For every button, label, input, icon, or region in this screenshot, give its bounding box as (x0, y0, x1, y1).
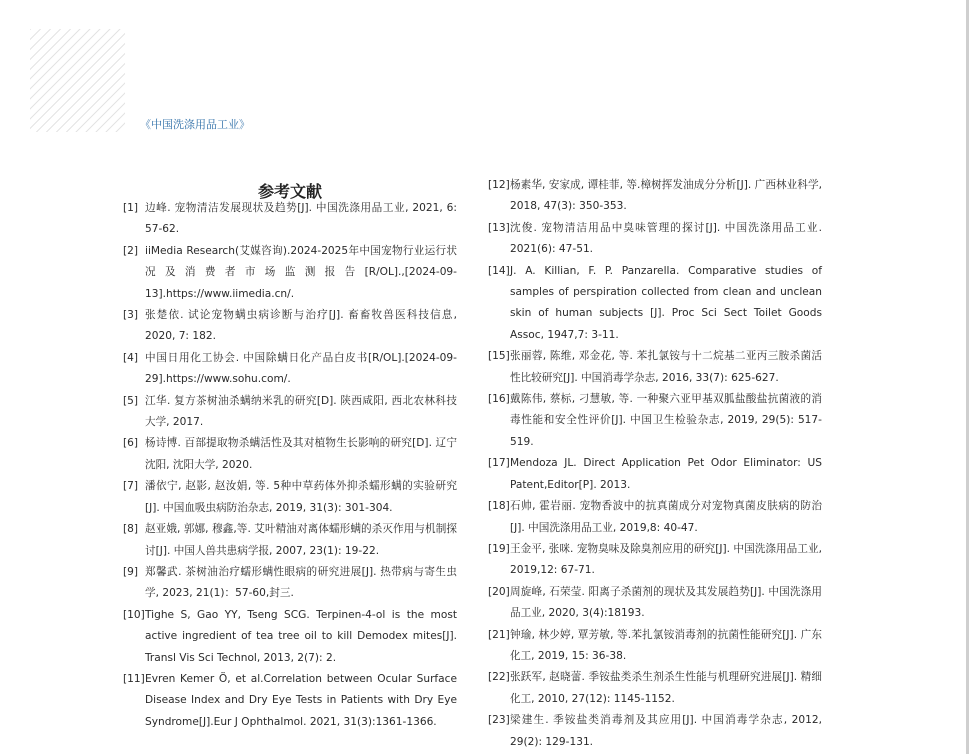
references-heading: 参考文献 (258, 182, 323, 201)
reference-text: Evren Kemer Ö, et al.Correlation between Ocular Surface Disease Index and Dry Eye Tests in Patients with Dry Eye Syndrome[J].Eur J Ophthalmol. 2021, 31(3):1361-1366. (145, 672, 457, 728)
reference-number: [2] (123, 244, 139, 257)
reference-number: [11] (123, 672, 145, 685)
reference-text: 张丽蓉, 陈维, 邓金花, 等. 苯扎氯铵与十二烷基二亚丙三胺杀菌活性比较研究[J]. 中国消毒学杂志, 2016, 33(7): 625-627. (510, 350, 822, 384)
reference-item (123, 198, 457, 241)
reference-number: [8] (123, 523, 139, 536)
references-left-column (123, 198, 457, 733)
reference-item (123, 476, 457, 519)
reference-text: 梁建生. 季铵盐类消毒剂及其应用[J]. 中国消毒学杂志, 2012, 29(2): 129-131. (510, 714, 822, 748)
references-right-column (488, 175, 822, 753)
reference-item (488, 218, 822, 261)
reference-number: [22] (488, 671, 510, 684)
reference-text: 沈俊. 宠物清洁用品中臭味管理的探讨[J]. 中国洗涤用品工业. 2021(6): 47-51. (510, 221, 822, 256)
reference-number: [16] (488, 393, 510, 406)
reference-text: 石帅, 霍岩丽. 宠物香波中的抗真菌成分对宠物真菌皮肤病的防治[J]. 中国洗涤用品工业, 2019,8: 40-47. (510, 500, 822, 534)
reference-text: iiMedia Research(艾媒咨询).2024-2025年中国宠物行业运行状况及消费者市场监测报告[R/OL].,[2024-09-13].https://www.iimedia.cn/. (145, 244, 457, 300)
reference-item (488, 625, 822, 668)
reference-text: 戴陈伟, 蔡标, 刁慧敏, 等. 一种聚六亚甲基双胍盐酸盐抗菌液的消毒性能和安全性评价[J]. 中国卫生检验杂志, 2019, 29(5): 517-519. (510, 393, 822, 448)
reference-number: [13] (488, 221, 510, 234)
reference-text: 杨素华, 安家成, 谭桂菲, 等.樟树挥发油成分分析[J]. 广西林业科学, 2018, 47(3): 350-353. (510, 179, 822, 213)
reference-item (488, 539, 822, 582)
reference-number: [6] (123, 437, 139, 450)
reference-text: 中国日用化工协会. 中国除螨日化产品白皮书[R/OL].[2024-09-29].https://www.sohu.com/. (145, 351, 457, 386)
reference-number: [4] (123, 351, 139, 364)
reference-item (123, 241, 457, 305)
reference-item (488, 389, 822, 453)
journal-name: 《中国洗涤用品工业》 (140, 118, 250, 131)
reference-number: [20] (488, 585, 510, 598)
reference-text: 张跃军, 赵晓蕾. 季铵盐类杀生剂杀生性能与机理研究进展[J]. 精细化工, 2010, 27(12): 1145-1152. (510, 671, 822, 705)
reference-number: [12] (488, 179, 510, 191)
reference-number: [21] (488, 628, 510, 641)
hatch-decoration (30, 29, 125, 132)
reference-item (123, 305, 457, 348)
reference-item (123, 519, 457, 562)
reference-item (488, 261, 822, 347)
reference-number: [17] (488, 457, 510, 470)
reference-item (488, 175, 822, 218)
reference-item (488, 453, 822, 496)
reference-text: Mendoza JL. Direct Application Pet Odor Eliminator: US Patent,Editor[P]. 2013. (510, 457, 822, 491)
reference-text: 赵亚娥, 郭娜, 穆鑫,等. 艾叶精油对离体蠕形螨的杀灭作用与机制探讨[J]. 中国人兽共患病学报, 2007, 23(1): 19-22. (145, 523, 457, 557)
reference-text: 郑馨武. 茶树油治疗蠕形螨性眼病的研究进展[J]. 热带病与寄生虫学, 2023, 21(1)：57-60,封三. (145, 565, 457, 600)
reference-item (488, 496, 822, 539)
reference-text: 江华. 复方茶树油杀螨纳米乳的研究[D]. 陕西咸阳, 西北农林科技大学, 2017. (145, 394, 457, 429)
reference-item (123, 562, 457, 605)
reference-text: 周旋峰, 石荣莹. 阳离子杀菌剂的现状及其发展趋势[J]. 中国洗涤用品工业, 2020, 3(4):18193. (510, 585, 822, 620)
reference-text: 边峰. 宠物清洁发展现状及趋势[J]. 中国洗涤用品工业, 2021, 6: 57-62. (145, 202, 457, 236)
reference-number: [15] (488, 350, 510, 363)
reference-item (488, 346, 822, 389)
reference-number: [14] (488, 264, 510, 277)
reference-item (488, 582, 822, 625)
reference-number: [9] (123, 565, 139, 578)
reference-item (123, 348, 457, 391)
reference-item (123, 605, 457, 669)
reference-text: 潘依宁, 赵影, 赵汝娟, 等. 5种中草药体外抑杀蠕形螨的实验研究[J]. 中国血吸虫病防治杂志, 2019, 31(3): 301-304. (145, 480, 457, 514)
reference-text: 杨诗博. 百部提取物杀螨活性及其对植物生长影响的研究[D]. 辽宁沈阳, 沈阳大学, 2020. (145, 437, 457, 471)
reference-item (123, 669, 457, 733)
reference-item (488, 710, 822, 753)
reference-text: J. A. Killian, F. P. Panzarella. Comparative studies of samples of perspiration collected from clean and unclean skin of human subjects [J]. Proc Sci Sect Toilet Goods Assoc, 1947,7: 3-11. (510, 264, 822, 341)
reference-number: [5] (123, 394, 139, 407)
reference-number: [19] (488, 542, 510, 555)
reference-number: [23] (488, 714, 510, 727)
reference-item (123, 433, 457, 476)
reference-text: 钟瑜, 林少婷, 覃芳敏, 等.苯扎氯铵消毒剂的抗菌性能研究[J]. 广东化工, 2019, 15: 36-38. (510, 628, 822, 662)
reference-text: 王金平, 张咪. 宠物臭味及除臭剂应用的研究[J]. 中国洗涤用品工业, 2019,12: 67-71. (510, 542, 822, 577)
reference-number: [3] (123, 309, 139, 322)
reference-number: [18] (488, 500, 510, 513)
reference-text: Tighe S, Gao YY, Tseng SCG. Terpinen-4-ol is the most active ingredient of tea tree oil to kill Demodex mites[J]. Transl Vis Sci Technol, 2013, 2(7): 2. (145, 608, 457, 664)
reference-item (488, 667, 822, 710)
reference-number: [1] (123, 202, 139, 214)
reference-item (123, 391, 457, 434)
reference-text: 张楚依. 试论宠物螨虫病诊断与治疗[J]. 畜畜牧兽医科技信息, 2020, 7: 182. (145, 309, 457, 343)
reference-number: [10] (123, 608, 145, 621)
reference-number: [7] (123, 480, 139, 493)
